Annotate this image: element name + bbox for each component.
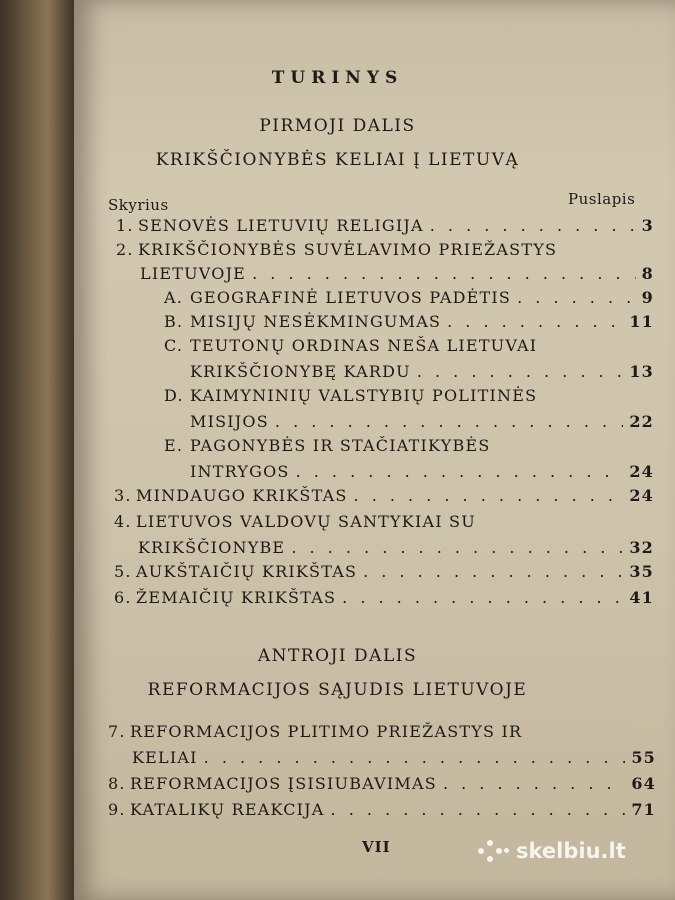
- watermark: [478, 838, 626, 864]
- dot-leader: [443, 774, 625, 793]
- entry-number: 8.: [108, 774, 126, 793]
- toc-title: TURINYS: [271, 68, 404, 88]
- entry-title: KAIMYNINIŲ VALSTYBIŲ POLITINĖS: [190, 386, 538, 405]
- toc-entry: [116, 216, 654, 235]
- entry-page: 11: [629, 312, 654, 331]
- dot-leader: [447, 312, 623, 331]
- entry-title: AUKŠTAIČIŲ KRIKŠTAS: [136, 562, 358, 581]
- column-header-chapter: Skyrius: [108, 196, 169, 214]
- entry-number: 7.: [108, 722, 126, 741]
- entry-title: INTRYGOS: [190, 462, 290, 481]
- entry-page: 32: [629, 538, 654, 557]
- toc-entry: [108, 722, 656, 741]
- column-header-page: Puslapis: [568, 190, 636, 208]
- dot-leader: [430, 216, 636, 235]
- entry-number: 1.: [116, 216, 134, 235]
- dot-leader: [296, 462, 624, 481]
- entry-title: KRIKŠČIONYBE: [138, 538, 286, 557]
- toc-entry-continuation: [132, 748, 656, 767]
- entry-title: TEUTONŲ ORDINAS NEŠA LIETUVAI: [190, 336, 538, 355]
- dot-leader: [252, 264, 636, 283]
- watermark-dots-icon: [478, 838, 510, 864]
- toc-subentry: [164, 312, 654, 331]
- entry-number: 6.: [114, 588, 132, 607]
- dot-leader: [363, 562, 623, 581]
- watermark-text: skelbiu.lt: [516, 839, 626, 863]
- toc-entry-continuation: [138, 538, 654, 557]
- entry-number: 4.: [114, 512, 132, 531]
- entry-title: REFORMACIJOS ĮSISIUBAVIMAS: [130, 774, 437, 793]
- entry-page: 41: [629, 588, 654, 607]
- entry-letter: E.: [164, 436, 184, 455]
- dot-leader: [291, 538, 623, 557]
- entry-number: 2.: [116, 240, 134, 259]
- part1-name: PIRMOJI DALIS: [259, 116, 416, 136]
- dot-leader: [517, 288, 636, 307]
- toc-entry-continuation: [190, 362, 654, 381]
- part2-subtitle: REFORMACIJOS SĄJUDIS LIETUVOJE: [147, 680, 528, 700]
- entry-letter: D.: [164, 386, 184, 405]
- entry-page: 3: [641, 216, 654, 235]
- toc-entry: [114, 588, 654, 607]
- entry-number: 3.: [114, 486, 132, 505]
- entry-title: SENOVĖS LIETUVIŲ RELIGIJA: [138, 216, 424, 235]
- toc-subentry: [164, 436, 654, 455]
- dot-leader: [417, 362, 624, 381]
- entry-page: 8: [641, 264, 654, 283]
- entry-letter: C.: [164, 336, 184, 355]
- entry-page: 64: [631, 774, 656, 793]
- page-number: VII: [362, 838, 391, 856]
- entry-letter: B.: [164, 312, 184, 331]
- entry-title: GEOGRAFINĖ LIETUVOS PADĖTIS: [190, 288, 512, 307]
- entry-title: ŽEMAIČIŲ KRIKŠTAS: [136, 588, 337, 607]
- toc-subentry: [164, 288, 654, 307]
- dot-leader: [275, 412, 623, 431]
- toc-entry: [114, 512, 654, 531]
- entry-title: PAGONYBĖS IR STAČIATIKYBĖS: [190, 436, 491, 455]
- dot-leader: [354, 486, 624, 505]
- entry-title: KATALIKŲ REAKCIJA: [130, 800, 325, 819]
- entry-title: MISIJŲ NESĖKMINGUMAS: [190, 312, 442, 331]
- entry-number: 5.: [114, 562, 132, 581]
- entry-title: KRIKŠČIONYBĖS SUVĖLAVIMO PRIEŽASTYS: [138, 240, 558, 259]
- entry-page: 9: [641, 288, 654, 307]
- entry-page: 71: [631, 800, 656, 819]
- toc-entry: [108, 774, 656, 793]
- entry-page: 24: [629, 462, 654, 481]
- entry-page: 55: [631, 748, 656, 767]
- toc-entry: [114, 486, 654, 505]
- dot-leader: [331, 800, 626, 819]
- entry-title: LIETUVOS VALDOVŲ SANTYKIAI SU: [136, 512, 476, 531]
- toc-entry-continuation: [190, 462, 654, 481]
- toc-entry: [108, 800, 656, 819]
- dot-leader: [204, 748, 626, 767]
- toc-entry: [114, 562, 654, 581]
- entry-number: 9.: [108, 800, 126, 819]
- part2-name: ANTROJI DALIS: [257, 646, 418, 666]
- entry-page: 13: [629, 362, 654, 381]
- toc-entry-continuation: [190, 412, 654, 431]
- entry-page: 22: [629, 412, 654, 431]
- part1-subtitle: KRIKŠČIONYBĖS KELIAI Į LIETUVĄ: [155, 150, 520, 170]
- entry-page: 24: [629, 486, 654, 505]
- entry-title: KELIAI: [132, 748, 198, 767]
- entry-page: 35: [629, 562, 654, 581]
- toc-entry-continuation: [140, 264, 654, 283]
- entry-title: MINDAUGO KRIKŠTAS: [136, 486, 348, 505]
- entry-title: MISIJOS: [190, 412, 269, 431]
- entry-title: REFORMACIJOS PLITIMO PRIEŽASTYS IR: [130, 722, 523, 741]
- entry-title: LIETUVOJE: [140, 264, 247, 283]
- toc-subentry: [164, 386, 654, 405]
- entry-letter: A.: [164, 288, 184, 307]
- toc-entry: [116, 240, 654, 259]
- toc-subentry: [164, 336, 654, 355]
- dot-leader: [342, 588, 623, 607]
- entry-title: KRIKŠČIONYBĘ KARDU: [190, 362, 411, 381]
